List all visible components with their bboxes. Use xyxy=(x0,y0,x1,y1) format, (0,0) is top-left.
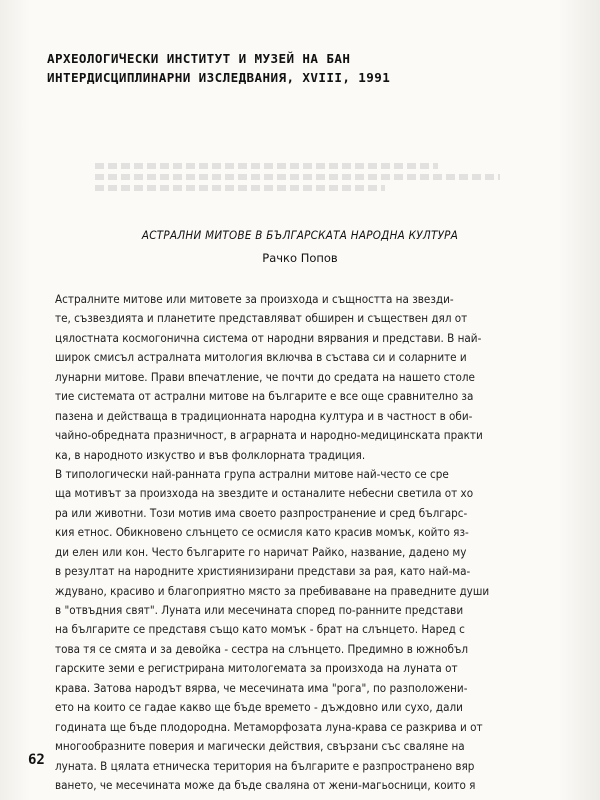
body-text-line: чайно-обредната празничност, в аграрната и народно-медицинската практи xyxy=(55,428,483,443)
body-text-line: ра или животни. Този мотив има своето разпространение и сред българс- xyxy=(55,505,468,520)
body-text-line: тие системата от астрални митове на българите е все още сравнително за xyxy=(55,389,474,404)
body-text-line: пазена и действаща в традиционната народна култура и в частност в оби- xyxy=(55,408,473,423)
body-text-line: луната. В цялата етническа територия на българите е разпространено вяр xyxy=(55,758,475,773)
body-text-line: В типологически най-ранната група астрални митове най-често се сре xyxy=(55,466,449,481)
body-text-line: гарските земи е регистрирана митологемата за произхода на луната от xyxy=(55,661,458,676)
body-text-line: лунарни митове. Прави впечатление, че почти до средата на нашето столе xyxy=(55,369,475,384)
body-text-line: крава. Затова народът вярва, че месечината има "рога", по разположени- xyxy=(55,680,468,695)
body-text-line: ждувано, красиво и благоприятно място за пребиваване на праведните души xyxy=(55,583,490,598)
body-text-line: многообразните поверия и магически действия, свързани със сваляне на xyxy=(55,739,465,754)
body-text-line: в резултат на народните християнизирани представи за рая, като най-ма- xyxy=(55,564,471,579)
article-author: Рачко Попов xyxy=(262,251,338,265)
body-text-line: на българите се представя също като момък - брат на слънцето. Наред с xyxy=(55,622,465,637)
body-text-line: в "отвъдния свят". Луната или месечината според по-ранните представи xyxy=(55,603,464,617)
body-text-line: това тя се смята и за девойка - сестра на слънцето. Предимно в южнобъл xyxy=(55,641,469,656)
body-text-line: ето на които се гадае какво ще бъде времето - дъждовно или сухо, дали xyxy=(55,700,463,715)
article-body xyxy=(55,290,530,795)
journal-header-institution: АРХЕОЛОГИЧЕСКИ ИНСТИТУТ И МУЗЕЙ НА БАН xyxy=(47,51,351,66)
body-text-line: ка, в народното изкуство и във фолклорната традиция. xyxy=(55,447,366,462)
journal-header xyxy=(47,49,390,87)
body-text-line: ща мотивът за произхода на звездите и останалите небесни светила от хо xyxy=(55,486,474,501)
body-text-line: кия етнос. Обикновено слънцето се осмисля като красив момък, който яз- xyxy=(55,525,469,540)
body-text-line: ди елен или кон. Често българите го наричат Райко, название, дадено му xyxy=(55,544,467,559)
body-text-line: широк смисъл астралната митология включва в състава си и соларните и xyxy=(55,350,467,365)
body-text-line: Астралните митове или митовете за произхода и същността на звезди- xyxy=(55,292,454,306)
body-text-line: годината ще бъде плодородна. Метаморфозата луна-крава се разкрива и от xyxy=(55,719,483,734)
body-text-line: цялостната космогонична система от народни вярвания и представи. В най- xyxy=(55,330,482,345)
bleed-through-smudge xyxy=(95,158,535,210)
body-text-line: те, съзвездията и планетите представляват обширен и съществен дял от xyxy=(55,311,468,326)
page-number: 62 xyxy=(28,752,45,768)
body-text-line: ването, че месечината може да бъде сваляна от жени-магьосници, които я xyxy=(55,777,476,792)
article-title: АСТРАЛНИ МИТОВЕ В БЪЛГАРСКАТА НАРОДНА КУЛТУРА xyxy=(141,228,459,242)
journal-header-series: ИНТЕРДИСЦИПЛИНАРНИ ИЗСЛЕДВАНИЯ, XVIII, 1991 xyxy=(47,70,391,85)
